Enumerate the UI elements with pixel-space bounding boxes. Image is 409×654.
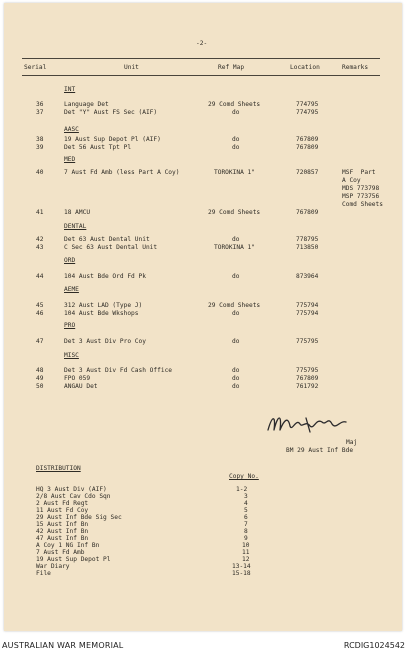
row-serial: 48 [36,367,44,374]
row-unit: Det 3 Aust Div Fd Cash Office [64,367,173,374]
header-rule-bottom [22,75,380,76]
row-remark-line: MSP 773756 [342,193,380,200]
row-unit: FPO 059 [64,375,91,382]
row-location: 767809 [296,136,319,143]
row-ref-map: 29 Comd Sheets [208,302,261,309]
row-serial: 50 [36,383,44,390]
row-location: 767809 [296,209,319,216]
handwritten-signature [266,410,356,436]
row-location: 713850 [296,244,319,251]
distribution-item: File [36,570,51,577]
section-heading-int: INT [64,86,76,93]
distribution-copy-no: 12 [242,556,250,563]
distribution-copy-no: 7 [244,521,248,528]
section-heading-aasc: AASC [64,126,79,133]
distribution-copy-no: 10 [242,542,250,549]
section-heading-aeme: AEME [64,286,79,293]
row-unit: Det 63 Aust Dental Unit [64,236,150,243]
signature-rank: Maj [346,439,358,446]
distribution-item: 2 Aust Fd Regt [36,500,89,507]
row-ref-map: do [232,338,240,345]
distribution-copy-no: 1-2 [236,486,248,493]
row-serial: 44 [36,273,44,280]
distribution-item: 7 Aust Fd Amb [36,549,85,556]
row-unit: Language Det [64,101,109,108]
row-location: 774795 [296,101,319,108]
row-ref-map: do [232,109,240,116]
row-ref-map: do [232,383,240,390]
row-ref-map: TOROKINA 1" [214,169,255,176]
row-serial: 47 [36,338,44,345]
row-unit: Det "Y" Aust FS Sec (AIF) [64,109,158,116]
distribution-item: 29 Aust Inf Bde Sig Sec [36,514,122,521]
row-serial: 37 [36,109,44,116]
section-heading-pro: PRO [64,322,76,329]
row-location: 873964 [296,273,319,280]
row-ref-map: do [232,310,240,317]
row-unit: 104 Aust Bde Wkshops [64,310,139,317]
distribution-copy-no: 15-18 [232,570,251,577]
distribution-copy-no: 13-14 [232,563,251,570]
row-location: 774795 [296,109,319,116]
distribution-item: 11 Aust Fd Coy [36,507,89,514]
distribution-item: 2/8 Aust Cav Cdo Sqn [36,493,111,500]
distribution-copy-no: 8 [244,528,248,535]
distribution-item: 47 Aust Inf Bn [36,535,89,542]
row-ref-map: do [232,144,240,151]
row-location: 761792 [296,383,319,390]
col-header-serial: Serial [24,64,47,71]
col-header-ref-map: Ref Map [218,64,245,71]
col-header-location: Location [290,64,320,71]
row-serial: 43 [36,244,44,251]
header-rule-top [22,58,380,59]
row-location: 775794 [296,310,319,317]
section-heading-ord: ORD [64,257,76,264]
row-location: 720857 [296,169,319,176]
row-ref-map: do [232,236,240,243]
row-unit: ANGAU Det [64,383,98,390]
distribution-copy-no: 9 [244,535,248,542]
row-serial: 49 [36,375,44,382]
row-location: 775795 [296,338,319,345]
distribution-item: A Coy 1 NG Inf Bn [36,542,100,549]
distribution-copy-no: 4 [244,500,248,507]
row-ref-map: 29 Comd Sheets [208,209,261,216]
row-remark-line: Comd Sheets [342,201,383,208]
row-ref-map: 29 Comd Sheets [208,101,261,108]
section-heading-med: MED [64,156,76,163]
footer-institution: AUSTRALIAN WAR MEMORIAL [2,641,124,650]
row-unit: 7 Aust Fd Amb (less Part A Coy) [64,169,180,176]
distribution-copy-header: Copy No. [229,473,259,480]
signature-appointment: BM 29 Aust Inf Bde [286,447,354,454]
distribution-copy-no: 6 [244,514,248,521]
row-location: 775795 [296,367,319,374]
distribution-copy-no: 3 [244,493,248,500]
row-ref-map: do [232,375,240,382]
row-ref-map: TOROKINA 1" [214,244,255,251]
distribution-copy-no: 11 [242,549,250,556]
distribution-copy-no: 5 [244,507,248,514]
row-unit: Det 3 Aust Div Pro Coy [64,338,146,345]
row-serial: 46 [36,310,44,317]
section-heading-misc: MISC [64,352,79,359]
row-remark-line: MSF Part [342,169,376,176]
row-unit: 104 Aust Bde Ord Fd Pk [64,273,146,280]
row-serial: 40 [36,169,44,176]
section-heading-dental: DENTAL [64,223,87,230]
distribution-item: 19 Aust Sup Depot Pl [36,556,111,563]
row-location: 775794 [296,302,319,309]
row-remark-line: MDS 773798 [342,185,380,192]
row-unit: 312 Aust LAD (Type J) [64,302,143,309]
row-remark-line: A Coy [342,177,361,184]
distribution-item: War Diary [36,563,70,570]
distribution-title: DISTRIBUTION [36,465,81,472]
row-location: 767809 [296,375,319,382]
row-ref-map: do [232,367,240,374]
row-serial: 45 [36,302,44,309]
row-serial: 39 [36,144,44,151]
row-ref-map: do [232,136,240,143]
col-header-remarks: Remarks [342,64,369,71]
distribution-item: HQ 3 Aust Div (AIF) [36,486,107,493]
row-serial: 38 [36,136,44,143]
distribution-item: 42 Aust Inf Bn [36,528,89,535]
archive-footer [0,636,409,654]
row-ref-map: do [232,273,240,280]
row-unit: C Sec 63 Aust Dental Unit [64,244,158,251]
row-serial: 36 [36,101,44,108]
row-location: 767809 [296,144,319,151]
row-unit: Det 56 Aust Tpt Pl [64,144,132,151]
row-unit: 19 Aust Sup Depot Pl (AIF) [64,136,161,143]
row-serial: 42 [36,236,44,243]
row-unit: 18 AMCU [64,209,91,216]
footer-record-id: RCDIG1024542 [343,641,405,650]
distribution-item: 15 Aust Inf Bn [36,521,89,528]
row-serial: 41 [36,209,44,216]
row-location: 778795 [296,236,319,243]
col-header-unit: Unit [124,64,139,71]
page-number: -2- [196,40,208,47]
